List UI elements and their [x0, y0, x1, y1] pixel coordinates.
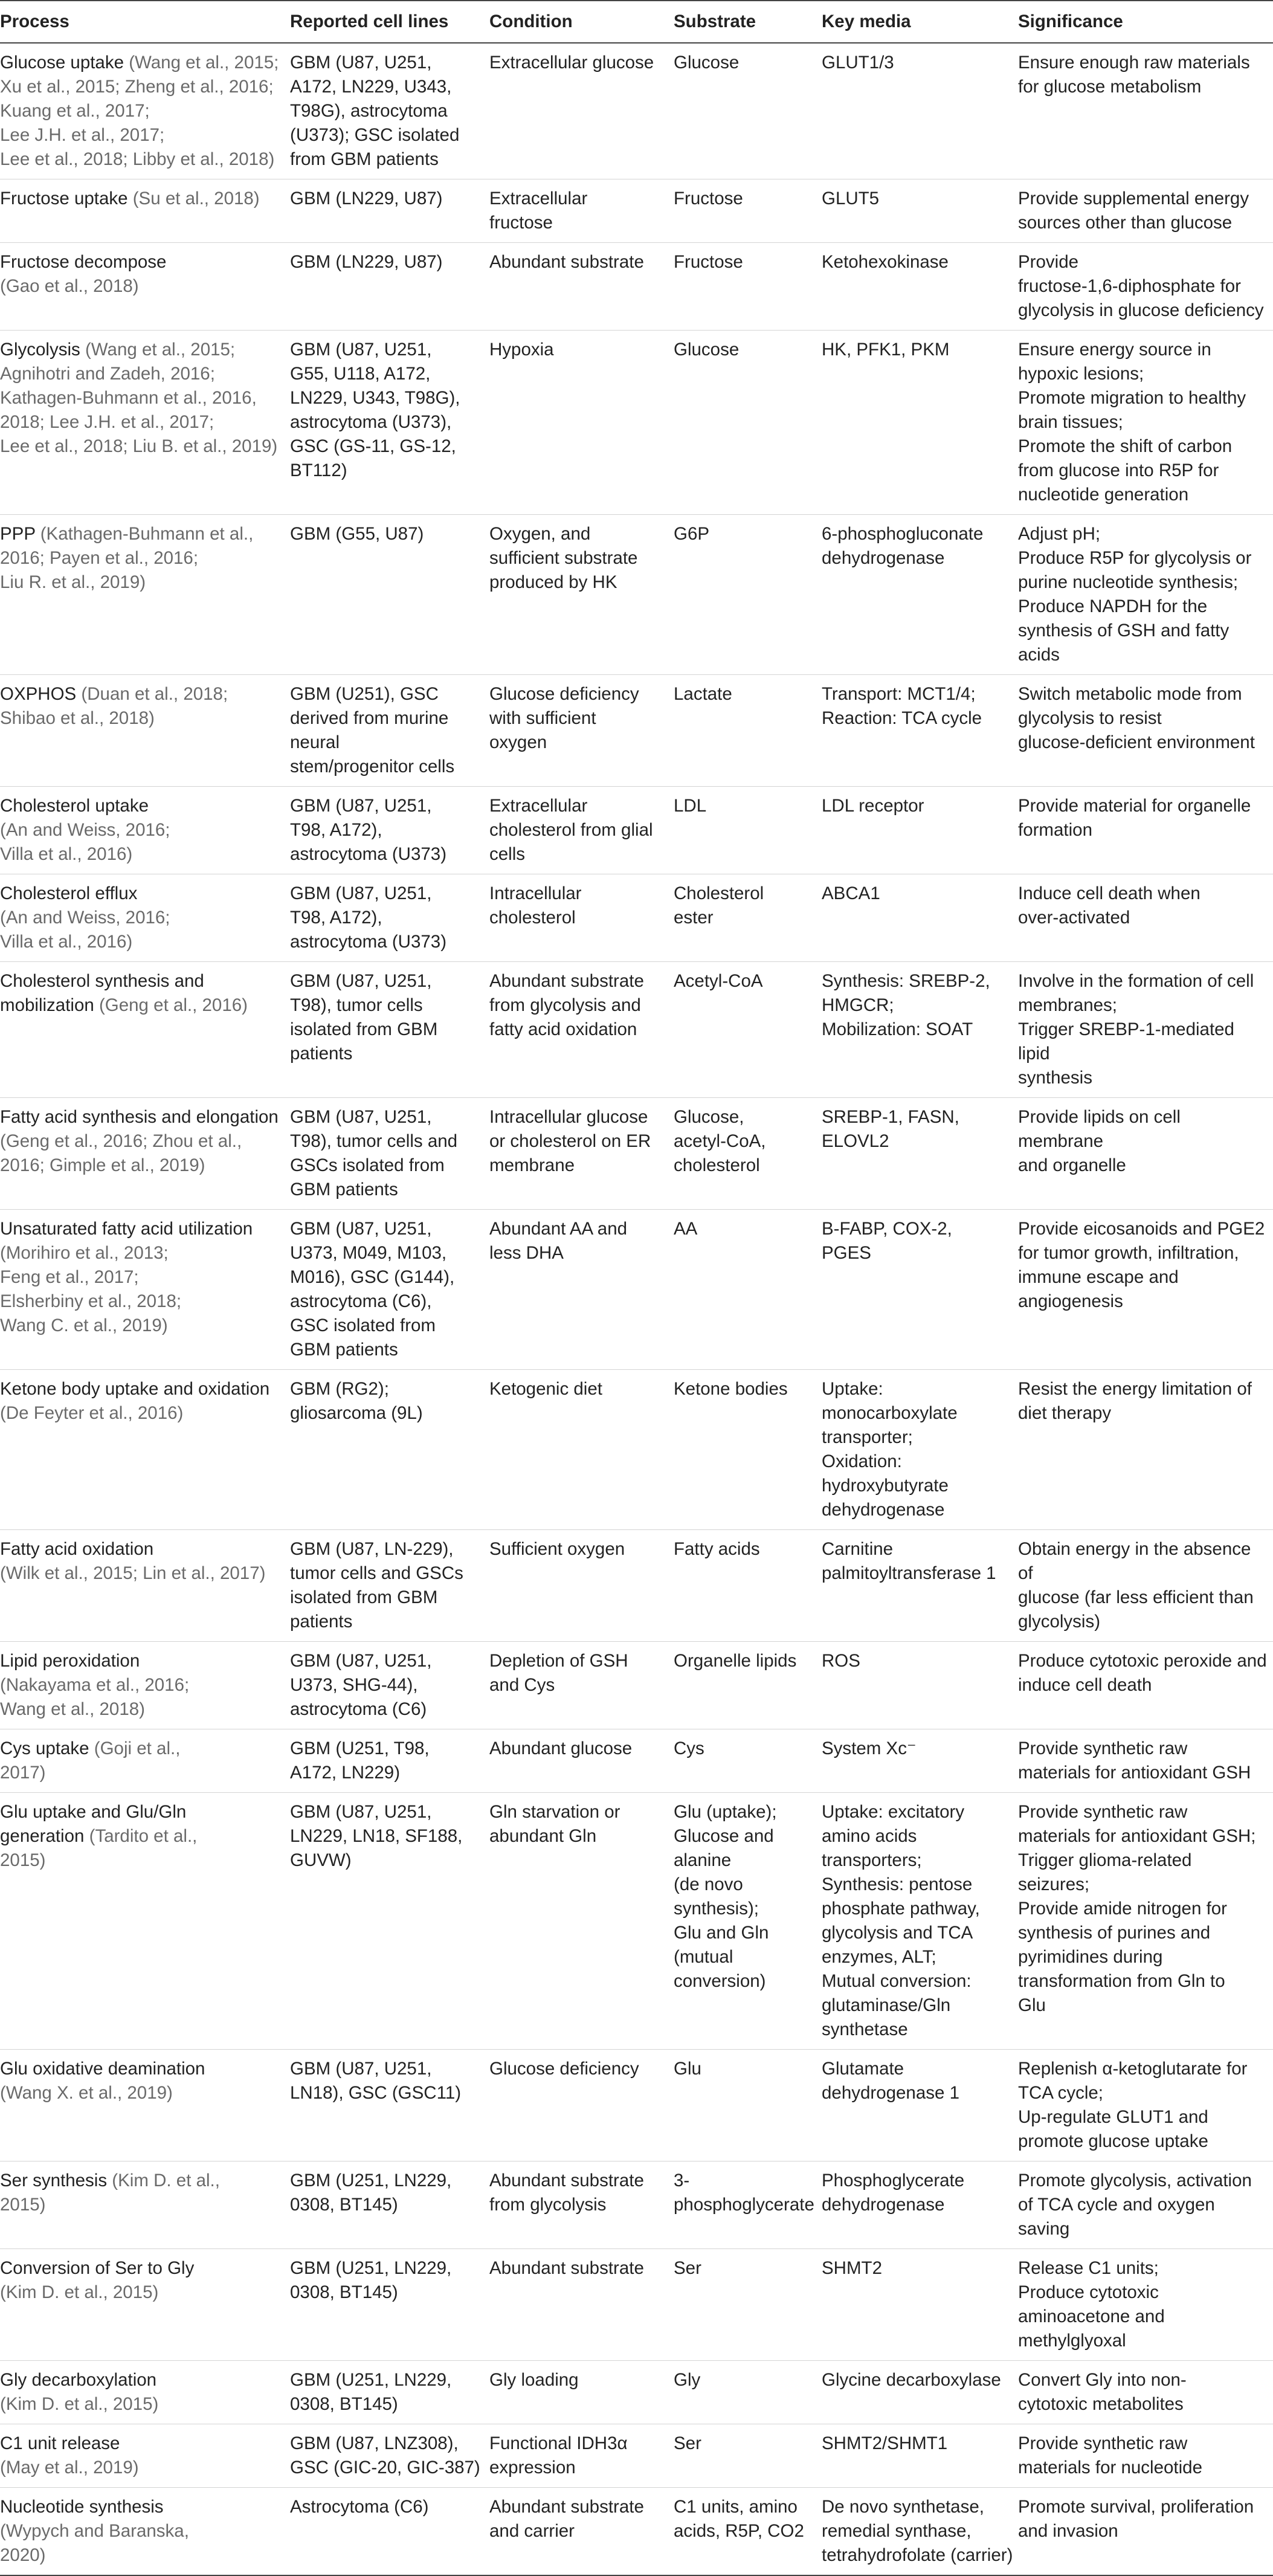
- process-name: Fatty acid oxidation: [0, 1539, 154, 1559]
- condition-cell: Extracellular fructose: [489, 179, 674, 243]
- citation-link[interactable]: (Wang X. et al., 2019): [0, 2083, 173, 2103]
- condition-cell: Functional IDH3α expression: [489, 2424, 674, 2488]
- table-row: [0, 874, 1273, 962]
- citation-link[interactable]: (Geng et al., 2016): [94, 995, 248, 1015]
- key-media-cell: SHMT2/SHMT1: [822, 2424, 1018, 2488]
- substrate-cell: LDL: [674, 787, 822, 874]
- cell-lines-cell: GBM (U87, U251, T98), tumor cells and GSCs isolated from GBM patients: [290, 1098, 489, 1210]
- process-name: Glucose uptake: [0, 53, 124, 73]
- condition-cell: Glucose deficiency: [489, 2050, 674, 2161]
- cell-lines-cell: GBM (U87, U251, U373, SHG-44), astrocytoma (C6): [290, 1642, 489, 1729]
- citation-link[interactable]: (Wang et al., 2015; Xu et al., 2015; Zheng et al., 2016; Kuang et al., 2017; Lee J.H. et al., 2017; Lee et al., 2018; Libby et al., 2018): [0, 53, 279, 169]
- significance-cell: Promote glycolysis, activation of TCA cycle and oxygen saving: [1018, 2161, 1273, 2249]
- significance-cell: Produce cytotoxic peroxide and induce cell death: [1018, 1642, 1273, 1729]
- table-row: [0, 1530, 1273, 1642]
- condition-cell: Intracellular glucose or cholesterol on ER membrane: [489, 1098, 674, 1210]
- process-cell: [0, 962, 290, 1098]
- table-row: [0, 2424, 1273, 2488]
- process-cell: [0, 1370, 290, 1530]
- significance-cell: Replenish α-ketoglutarate for TCA cycle; Up-regulate GLUT1 and promote glucose uptake: [1018, 2050, 1273, 2161]
- process-name: PPP: [0, 524, 36, 544]
- substrate-cell: Cys: [674, 1729, 822, 1793]
- cell-lines-cell: GBM (U87, U251, LN229, LN18, SF188, GUVW): [290, 1793, 489, 2050]
- process-name: Cys uptake: [0, 1738, 89, 1758]
- process-name: Ser synthesis: [0, 2171, 108, 2190]
- condition-cell: Intracellular cholesterol: [489, 874, 674, 962]
- cell-lines-cell: GBM (LN229, U87): [290, 243, 489, 331]
- header-cell-lines: Reported cell lines: [290, 1, 489, 43]
- cell-lines-cell: GBM (U251, LN229, 0308, BT145): [290, 2249, 489, 2361]
- process-cell: [0, 787, 290, 874]
- citation-link[interactable]: (Geng et al., 2016; Zhou et al., 2016; Gimple et al., 2019): [0, 1131, 242, 1175]
- significance-cell: Adjust pH; Produce R5P for glycolysis or purine nucleotide synthesis; Produce NAPDH for the synthesis of GSH and fatty acids: [1018, 515, 1273, 675]
- citation-link[interactable]: (Nakayama et al., 2016; Wang et al., 2018): [0, 1675, 190, 1719]
- table-row: [0, 331, 1273, 515]
- citation-link[interactable]: (Kim D. et al., 2015): [0, 2282, 159, 2302]
- citation-link[interactable]: (May et al., 2019): [0, 2458, 139, 2478]
- condition-cell: Sufficient oxygen: [489, 1530, 674, 1642]
- condition-cell: Abundant AA and less DHA: [489, 1210, 674, 1370]
- significance-cell: Ensure enough raw materials for glucose metabolism: [1018, 43, 1273, 179]
- citation-link[interactable]: (Wang et al., 2015; Agnihotri and Zadeh, 2016; Kathagen-Buhmann et al., 2016, 2018; Lee J.H. et al., 2017; Lee et al., 2018; Liu B. et al., 2019): [0, 340, 278, 456]
- condition-cell: Abundant substrate: [489, 243, 674, 331]
- table-body: [0, 43, 1273, 2575]
- citation-link[interactable]: (De Feyter et al., 2016): [0, 1403, 184, 1423]
- condition-cell: Abundant substrate from glycolysis: [489, 2161, 674, 2249]
- key-media-cell: GLUT5: [822, 179, 1018, 243]
- significance-cell: Ensure energy source in hypoxic lesions; Promote migration to healthy brain tissues; Promote the shift of carbon from glucose into R5P for nucleotide generation: [1018, 331, 1273, 515]
- table-row: [0, 43, 1273, 179]
- condition-cell: Hypoxia: [489, 331, 674, 515]
- process-cell: [0, 1098, 290, 1210]
- citation-link[interactable]: (Duan et al., 2018; Shibao et al., 2018): [0, 684, 228, 728]
- key-media-cell: ROS: [822, 1642, 1018, 1729]
- significance-cell: Promote survival, proliferation and invasion: [1018, 2488, 1273, 2576]
- condition-cell: Glucose deficiency with sufficient oxygen: [489, 675, 674, 787]
- table-row: [0, 2161, 1273, 2249]
- table-row: [0, 1729, 1273, 1793]
- cell-lines-cell: GBM (U87, LNZ308), GSC (GIC-20, GIC-387): [290, 2424, 489, 2488]
- citation-link[interactable]: (Goji et al., 2017): [0, 1738, 181, 1783]
- citation-link[interactable]: (Wypych and Baranska, 2020): [0, 2521, 189, 2565]
- process-name: Gly decarboxylation: [0, 2370, 157, 2390]
- process-name: Fatty acid synthesis and elongation: [0, 1107, 279, 1127]
- cell-lines-cell: GBM (LN229, U87): [290, 179, 489, 243]
- table-row: [0, 515, 1273, 675]
- condition-cell: Depletion of GSH and Cys: [489, 1642, 674, 1729]
- cell-lines-cell: GBM (U87, U251, U373, M049, M103, M016), GSC (G144), astrocytoma (C6), GSC isolated from GBM patients: [290, 1210, 489, 1370]
- key-media-cell: SREBP-1, FASN, ELOVL2: [822, 1098, 1018, 1210]
- table-row: [0, 1370, 1273, 1530]
- process-cell: [0, 2424, 290, 2488]
- process-cell: [0, 2249, 290, 2361]
- table-row: [0, 962, 1273, 1098]
- process-cell: [0, 675, 290, 787]
- substrate-cell: Ketone bodies: [674, 1370, 822, 1530]
- process-cell: [0, 179, 290, 243]
- process-cell: [0, 1642, 290, 1729]
- key-media-cell: De novo synthetase, remedial synthase, tetrahydrofolate (carrier): [822, 2488, 1018, 2576]
- key-media-cell: LDL receptor: [822, 787, 1018, 874]
- table-row: [0, 2249, 1273, 2361]
- process-cell: [0, 2050, 290, 2161]
- substrate-cell: Glucose: [674, 43, 822, 179]
- header-substrate: Substrate: [674, 1, 822, 43]
- table-row: [0, 675, 1273, 787]
- process-cell: [0, 331, 290, 515]
- process-cell: [0, 43, 290, 179]
- significance-cell: Release C1 units; Produce cytotoxic aminoacetone and methylglyoxal: [1018, 2249, 1273, 2361]
- process-cell: [0, 874, 290, 962]
- cell-lines-cell: GBM (U87, U251, T98), tumor cells isolated from GBM patients: [290, 962, 489, 1098]
- condition-cell: Extracellular cholesterol from glial cells: [489, 787, 674, 874]
- significance-cell: Provide synthetic raw materials for nucleotide: [1018, 2424, 1273, 2488]
- table-row: [0, 1098, 1273, 1210]
- key-media-cell: Glutamate dehydrogenase 1: [822, 2050, 1018, 2161]
- significance-cell: Involve in the formation of cell membranes; Trigger SREBP-1-mediated lipid synthesis: [1018, 962, 1273, 1098]
- key-media-cell: ABCA1: [822, 874, 1018, 962]
- process-name: Ketone body uptake and oxidation: [0, 1379, 270, 1399]
- condition-cell: Gly loading: [489, 2361, 674, 2424]
- cell-lines-cell: GBM (RG2); gliosarcoma (9L): [290, 1370, 489, 1530]
- process-cell: [0, 1530, 290, 1642]
- significance-cell: Switch metabolic mode from glycolysis to resist glucose-deficient environment: [1018, 675, 1273, 787]
- substrate-cell: 3-phosphoglycerate: [674, 2161, 822, 2249]
- key-media-cell: 6-phosphogluconate dehydrogenase: [822, 515, 1018, 675]
- substrate-cell: Fatty acids: [674, 1530, 822, 1642]
- process-name: C1 unit release: [0, 2433, 120, 2453]
- substrate-cell: Fructose: [674, 179, 822, 243]
- significance-cell: Provide supplemental energy sources other than glucose: [1018, 179, 1273, 243]
- process-name: Cholesterol uptake: [0, 796, 149, 816]
- key-media-cell: System Xc⁻: [822, 1729, 1018, 1793]
- table-row: [0, 1642, 1273, 1729]
- header-key-media: Key media: [822, 1, 1018, 43]
- citation-link[interactable]: (An and Weiss, 2016; Villa et al., 2016): [0, 908, 170, 952]
- key-media-cell: Carnitine palmitoyltransferase 1: [822, 1530, 1018, 1642]
- table-row: [0, 2361, 1273, 2424]
- key-media-cell: Transport: MCT1/4; Reaction: TCA cycle: [822, 675, 1018, 787]
- citation-link[interactable]: (Gao et al., 2018): [0, 276, 139, 296]
- substrate-cell: Glu: [674, 2050, 822, 2161]
- table-header: [0, 1, 1273, 43]
- cell-lines-cell: Astrocytoma (C6): [290, 2488, 489, 2576]
- significance-cell: Provide material for organelle formation: [1018, 787, 1273, 874]
- key-media-cell: Uptake: excitatory amino acids transporters; Synthesis: pentose phosphate pathway, glycolysis and TCA enzymes, ALT; Mutual conversion: glutaminase/Gln synthetase: [822, 1793, 1018, 2050]
- condition-cell: Gln starvation or abundant Gln: [489, 1793, 674, 2050]
- table-row: [0, 1210, 1273, 1370]
- substrate-cell: Cholesterol ester: [674, 874, 822, 962]
- substrate-cell: Gly: [674, 2361, 822, 2424]
- key-media-cell: Glycine decarboxylase: [822, 2361, 1018, 2424]
- significance-cell: Obtain energy in the absence of glucose (far less efficient than glycolysis): [1018, 1530, 1273, 1642]
- cell-lines-cell: GBM (U251, LN229, 0308, BT145): [290, 2161, 489, 2249]
- table-row: [0, 1793, 1273, 2050]
- significance-cell: Provide eicosanoids and PGE2 for tumor growth, infiltration, immune escape and angiogenesis: [1018, 1210, 1273, 1370]
- significance-cell: Provide synthetic raw materials for antioxidant GSH: [1018, 1729, 1273, 1793]
- significance-cell: Induce cell death when over-activated: [1018, 874, 1273, 962]
- process-name: Conversion of Ser to Gly: [0, 2258, 195, 2278]
- condition-cell: Extracellular glucose: [489, 43, 674, 179]
- process-name: Glu oxidative deamination: [0, 2059, 205, 2079]
- process-name: Fructose uptake: [0, 189, 128, 208]
- citation-link[interactable]: (Morihiro et al., 2013; Feng et al., 2017; Elsherbiny et al., 2018; Wang C. et al., 2019): [0, 1243, 182, 1335]
- process-name: Nucleotide synthesis: [0, 2497, 164, 2517]
- cell-lines-cell: GBM (U251, T98, A172, LN229): [290, 1729, 489, 1793]
- cell-lines-cell: GBM (U251, LN229, 0308, BT145): [290, 2361, 489, 2424]
- condition-cell: Abundant glucose: [489, 1729, 674, 1793]
- key-media-cell: Synthesis: SREBP-2, HMGCR; Mobilization: SOAT: [822, 962, 1018, 1098]
- process-name: Unsaturated fatty acid utilization: [0, 1219, 253, 1239]
- cell-lines-cell: GBM (U87, U251, T98, A172), astrocytoma (U373): [290, 874, 489, 962]
- substrate-cell: Glu (uptake); Glucose and alanine (de novo synthesis); Glu and Gln (mutual conversion): [674, 1793, 822, 2050]
- substrate-cell: Acetyl-CoA: [674, 962, 822, 1098]
- cell-lines-cell: GBM (U87, U251, T98, A172), astrocytoma (U373): [290, 787, 489, 874]
- significance-cell: Provide fructose-1,6-diphosphate for glycolysis in glucose deficiency: [1018, 243, 1273, 331]
- process-cell: [0, 1210, 290, 1370]
- cell-lines-cell: GBM (U87, U251, LN18), GSC (GSC11): [290, 2050, 489, 2161]
- cell-lines-cell: GBM (U87, U251, G55, U118, A172, LN229, U343, T98G), astrocytoma (U373), GSC (GS-11, GS-12, BT112): [290, 331, 489, 515]
- key-media-cell: GLUT1/3: [822, 43, 1018, 179]
- significance-cell: Resist the energy limitation of diet therapy: [1018, 1370, 1273, 1530]
- citation-link[interactable]: (Kim D. et al., 2015): [0, 2394, 159, 2414]
- cell-lines-cell: GBM (U251), GSC derived from murine neural stem/progenitor cells: [290, 675, 489, 787]
- citation-link[interactable]: (An and Weiss, 2016; Villa et al., 2016): [0, 820, 170, 864]
- key-media-cell: SHMT2: [822, 2249, 1018, 2361]
- process-name: OXPHOS: [0, 684, 77, 704]
- process-cell: [0, 2488, 290, 2576]
- significance-cell: Convert Gly into non- cytotoxic metabolites: [1018, 2361, 1273, 2424]
- process-name: Cholesterol efflux: [0, 883, 138, 903]
- key-media-cell: Ketohexokinase: [822, 243, 1018, 331]
- key-media-cell: HK, PFK1, PKM: [822, 331, 1018, 515]
- process-name: Fructose decompose: [0, 252, 167, 272]
- key-media-cell: Uptake: monocarboxylate transporter; Oxidation: hydroxybutyrate dehydrogenase: [822, 1370, 1018, 1530]
- condition-cell: Ketogenic diet: [489, 1370, 674, 1530]
- table-row: [0, 2488, 1273, 2576]
- process-name: Cholesterol synthesis and mobilization: [0, 971, 204, 1015]
- table-row: [0, 179, 1273, 243]
- condition-cell: Abundant substrate and carrier: [489, 2488, 674, 2576]
- process-cell: [0, 243, 290, 331]
- substrate-cell: Lactate: [674, 675, 822, 787]
- process-cell: [0, 2161, 290, 2249]
- significance-cell: Provide lipids on cell membrane and organelle: [1018, 1098, 1273, 1210]
- process-name: Glu uptake and Glu/Gln generation: [0, 1802, 187, 1846]
- substrate-cell: C1 units, amino acids, R5P, CO2: [674, 2488, 822, 2576]
- substrate-cell: G6P: [674, 515, 822, 675]
- citation-link[interactable]: (Su et al., 2018): [127, 189, 260, 208]
- substrate-cell: Organelle lipids: [674, 1642, 822, 1729]
- process-name: Glycolysis: [0, 340, 80, 360]
- condition-cell: Abundant substrate: [489, 2249, 674, 2361]
- key-media-cell: B-FABP, COX-2, PGES: [822, 1210, 1018, 1370]
- citation-link[interactable]: (Kim D. et al., 2015): [0, 2171, 220, 2215]
- substrate-cell: Glucose, acetyl-CoA, cholesterol: [674, 1098, 822, 1210]
- citation-link[interactable]: (Kathagen-Buhmann et al., 2016; Payen et al., 2016; Liu R. et al., 2019): [0, 524, 254, 592]
- process-cell: [0, 2361, 290, 2424]
- significance-cell: Provide synthetic raw materials for antioxidant GSH; Trigger glioma-related seizures; Provide amide nitrogen for synthesis of purines and pyrimidines during transformation from Gln to Glu: [1018, 1793, 1273, 2050]
- condition-cell: Oxygen, and sufficient substrate produced by HK: [489, 515, 674, 675]
- cell-lines-cell: GBM (U87, LN-229), tumor cells and GSCs isolated from GBM patients: [290, 1530, 489, 1642]
- table-row: [0, 787, 1273, 874]
- substrate-cell: Glucose: [674, 331, 822, 515]
- citation-link[interactable]: (Tardito et al., 2015): [0, 1826, 198, 1870]
- cell-lines-cell: GBM (G55, U87): [290, 515, 489, 675]
- substrate-cell: AA: [674, 1210, 822, 1370]
- process-name: Lipid peroxidation: [0, 1651, 140, 1671]
- condition-cell: Abundant substrate from glycolysis and fatty acid oxidation: [489, 962, 674, 1098]
- substrate-cell: Ser: [674, 2249, 822, 2361]
- process-cell: [0, 1793, 290, 2050]
- header-condition: Condition: [489, 1, 674, 43]
- header-row: [0, 1, 1273, 43]
- key-media-cell: Phosphoglycerate dehydrogenase: [822, 2161, 1018, 2249]
- substrate-cell: Ser: [674, 2424, 822, 2488]
- table-row: [0, 2050, 1273, 2161]
- process-cell: [0, 1729, 290, 1793]
- cell-lines-cell: GBM (U87, U251, A172, LN229, U343, T98G), astrocytoma (U373); GSC isolated from GBM patients: [290, 43, 489, 179]
- header-significance: Significance: [1018, 1, 1273, 43]
- header-process: Process: [0, 1, 290, 43]
- process-cell: [0, 515, 290, 675]
- substrate-cell: Fructose: [674, 243, 822, 331]
- table-row: [0, 243, 1273, 331]
- citation-link[interactable]: (Wilk et al., 2015; Lin et al., 2017): [0, 1563, 266, 1583]
